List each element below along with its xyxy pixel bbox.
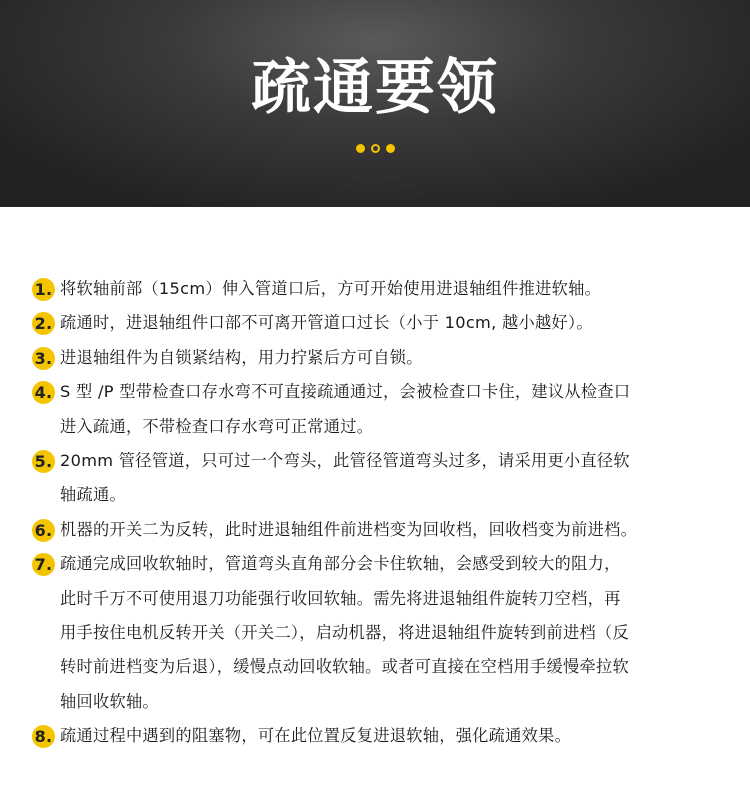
number-badge: 2. <box>32 312 55 335</box>
item-text-line: 轴疏通。 <box>60 485 126 505</box>
item-text-line: 转时前进档变为后退），缓慢点动回收软轴。或者可直接在空档用手缓慢牵拉软 <box>60 657 629 677</box>
item-text-line: S 型 /P 型带检查口存水弯不可直接疏通通过，会被检查口卡住，建议从检查口 <box>60 382 631 402</box>
item-text-line: 进退轴组件为自锁紧结构，用力拧紧后方可自锁。 <box>60 347 423 367</box>
list-item <box>0 547 750 719</box>
list-item <box>0 375 750 444</box>
item-text-line: 疏通过程中遇到的阻塞物，可在此位置反复进退软轴，强化疏通效果。 <box>60 726 572 746</box>
number-badge: 1. <box>32 278 55 301</box>
dot-icon <box>386 144 395 153</box>
item-text-line: 疏通完成回收软轴时，管道弯头直角部分会卡住软轴，会感受到较大的阻力， <box>60 554 621 574</box>
list-item <box>0 513 750 547</box>
number-badge: 5. <box>32 450 55 473</box>
dot-icon <box>371 144 380 153</box>
number-badge: 3. <box>32 347 55 370</box>
number-badge: 7. <box>32 553 55 576</box>
item-text-line: 将软轴前部（15cm）伸入管道口后，方可开始使用进退轴组件推进软轴。 <box>60 279 602 298</box>
decorative-dots <box>0 144 750 153</box>
item-text-line: 用手按住电机反转开关（开关二），启动机器，将进退轴组件旋转到前进档（反 <box>60 623 629 643</box>
item-text-line: 机器的开关二为反转，此时进退轴组件前进档变为回收档，回收档变为前进档。 <box>60 519 638 539</box>
item-text-line: 此时千万不可使用退刀功能强行收回软轴。需先将进退轴组件旋转刀空档，再 <box>60 588 621 608</box>
item-text-line: 疏通时，进退轴组件口部不可离开管道口过长（小于 10cm, 越小越好）。 <box>60 313 593 333</box>
list-item <box>0 272 750 306</box>
page-title: 疏通要领 <box>251 53 499 123</box>
number-badge: 4. <box>32 381 55 404</box>
list-item <box>0 341 750 375</box>
number-badge: 6. <box>32 519 55 542</box>
item-text-line: 20mm 管径管道，只可过一个弯头，此管径管道弯头过多，请采用更小直径软 <box>60 451 630 471</box>
list-item <box>0 306 750 340</box>
list-item <box>0 719 750 753</box>
item-text-line: 进入疏通，不带检查口存水弯可正常通过。 <box>60 416 374 436</box>
item-text-line: 轴回收软轴。 <box>60 691 159 711</box>
list-item <box>0 444 750 513</box>
instruction-list <box>0 272 750 754</box>
number-badge: 8. <box>32 725 55 748</box>
header-banner <box>0 0 750 207</box>
dot-icon <box>356 144 365 153</box>
